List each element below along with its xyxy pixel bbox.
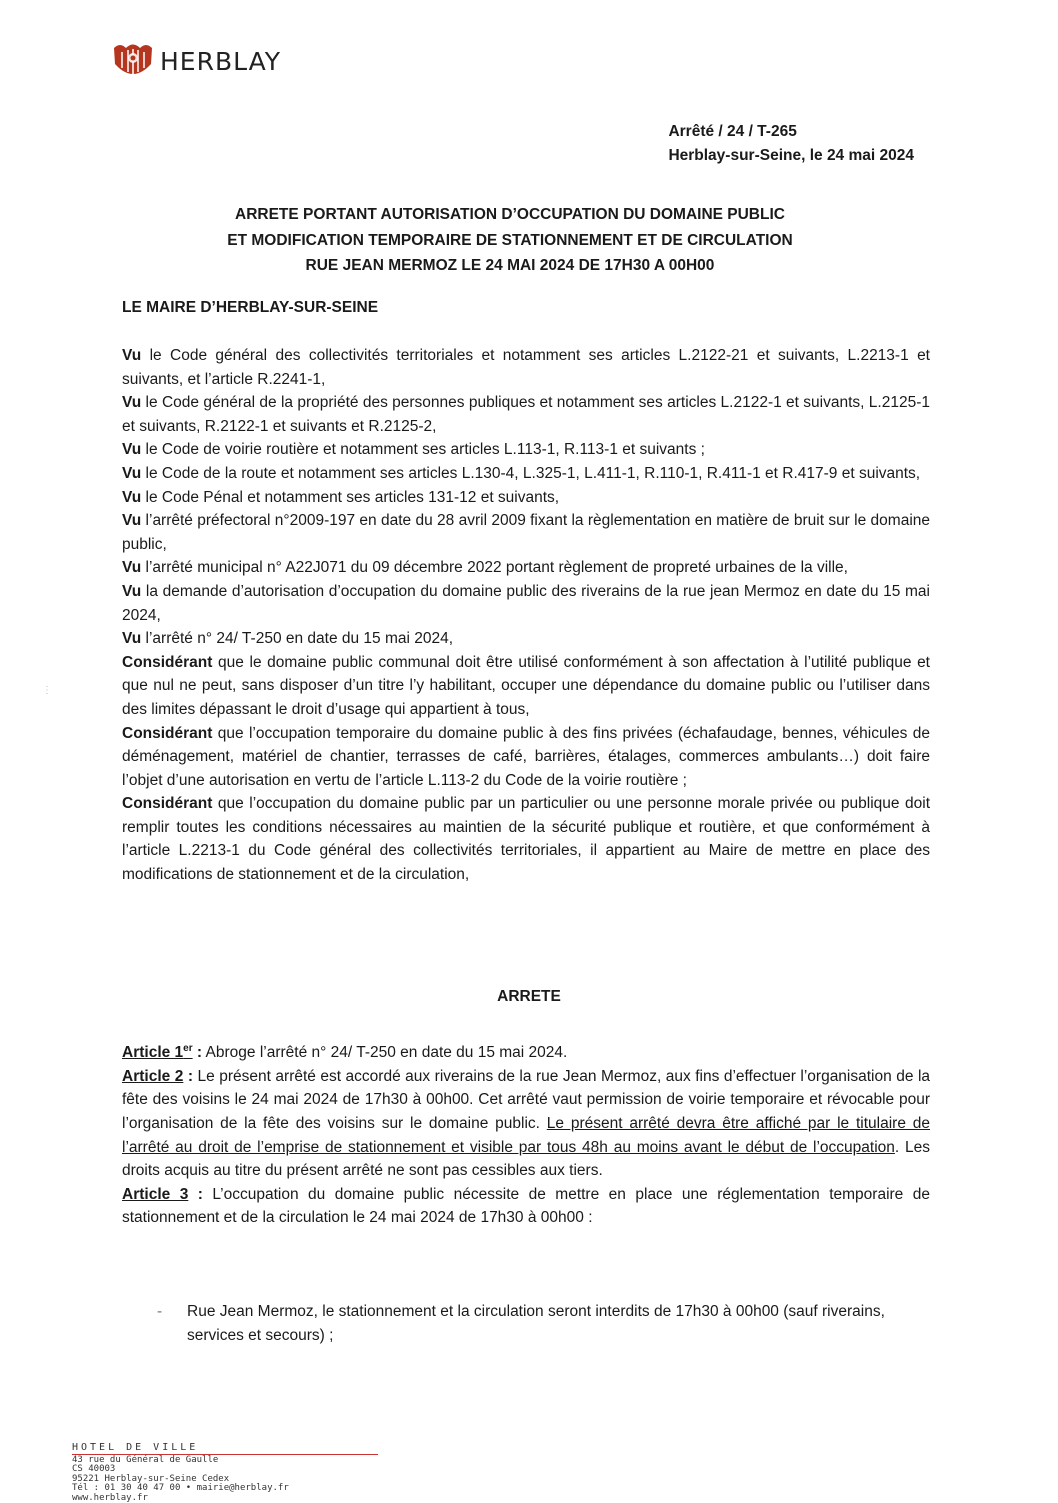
consideration-item: Vu la demande d’autorisation d’occupation du domaine public des riverains de la rue jean Mermoz en date du 15 mai 2024, — [122, 580, 930, 627]
consideration-item: Considérant que l’occupation temporaire du domaine public à des fins privées (échafaudage, bennes, véhicules de déménagement, matériel de chantier, terrasses de café, barrières, étalages, commerces ambulants…) doit faire l’objet d’une autorisation en vertu de l’article L.113-2 du Code de la voirie routière ; — [122, 722, 930, 793]
articles — [122, 1037, 930, 1230]
consideration-item: Vu le Code de la route et notamment ses articles L.130-4, L.325-1, L.411-1, R.110-1, R.411-1 et R.417-9 et suivants, — [122, 462, 930, 486]
reference-number: Arrêté / 24 / T-265 — [668, 120, 914, 144]
footer-line: 43 rue du Général de Gaulle — [72, 1456, 382, 1466]
consideration-item: Vu le Code général de la propriété des personnes publiques et notamment ses articles L.2122-1 et suivants, L.2125-1 et suivants, R.2122-1 et suivants et R.2125-2, — [122, 391, 930, 438]
city-logo — [110, 38, 281, 84]
footer-line: CS 40003 — [72, 1465, 382, 1475]
article-2-label: Article 2 — [122, 1068, 183, 1085]
document-title — [120, 202, 900, 279]
considerations — [122, 344, 930, 887]
article-2-notice: Le présent arrêté devra être affiché par le titulaire de l’arrêté au droit de l’emprise de stationnement et visible par tous 48h au moins avant le début de l’occupation — [122, 1115, 930, 1156]
consideration-item: Vu le Code de voirie routière et notamment ses articles L.113-1, R.113-1 et suivants ; — [122, 438, 930, 462]
footer-line: www.herblay.fr — [72, 1494, 382, 1503]
document-reference — [668, 120, 914, 168]
footer-line: Tél : 01 30 40 47 00 • mairie@herblay.fr — [72, 1484, 382, 1494]
margin-mark: ⋮ — [42, 685, 52, 696]
article-3-label: Article 3 — [122, 1186, 188, 1203]
logo-text: HERBLAY — [160, 47, 281, 76]
consideration-item: Considérant que le domaine public communal doit être utilisé conformément à son affectation à l’utilité publique et que nul ne peut, sans disposer d’un titre l’y habilitant, occuper une dépendance du domaine public ou l’utiliser dans des limites dépassant le droit d’usage qui appartient à tous, — [122, 651, 930, 722]
consideration-item: Vu le Code Pénal et notamment ses articles 131-12 et suivants, — [122, 486, 930, 510]
herblay-crest-icon — [110, 38, 156, 84]
title-line-1: ARRETE PORTANT AUTORISATION D’OCCUPATION DU DOMAINE PUBLIC — [120, 202, 900, 228]
consideration-item: Considérant que l’occupation du domaine public par un particulier ou une personne morale privée ou publique doit remplir toutes les conditions nécessaires au maintien de la sécurité publique et routière, et que conformément à l’article L.2213-1 du Code général des collectivités territoriales, il appartient au Maire de mettre en place des modifications de stationnement et de la circulation, — [122, 792, 930, 886]
footer-title: HOTEL DE VILLE — [72, 1443, 378, 1455]
bullet-dash: - — [157, 1300, 187, 1347]
article-2: Article 2 : Le présent arrêté est accordé aux riverains de la rue Jean Mermoz, aux fins d’effectuer l’organisation de la fête des voisins le 24 mai 2024 de 17h30 à 00h00. Cet arrêté vaut permission de voirie temporaire et révocable pour l’organisation de la fête des voisins sur le domaine public. Le présent arrêté devra être affiché par le titulaire de l’arrêté au droit de l’emprise de stationnement et visible par tous 48h au moins avant le début de l’occupation. Les droits acquis au titre du présent arrêté ne sont pas cessibles aux tiers. — [122, 1065, 930, 1183]
footer-line: 95221 Herblay-sur-Seine Cedex — [72, 1475, 382, 1485]
bullet-text: Rue Jean Mermoz, le stationnement et la circulation seront interdits de 17h30 à 00h00 (sauf riverains, services et secours) ; — [187, 1300, 937, 1347]
footer-address — [72, 1443, 382, 1503]
consideration-item: Vu l’arrêté municipal n° A22J071 du 09 décembre 2022 portant règlement de propreté urbaines de la ville, — [122, 556, 930, 580]
article-3: Article 3 : L’occupation du domaine public nécessite de mettre en place une réglementation temporaire de stationnement et de la circulation le 24 mai 2024 de 17h30 à 00h00 : — [122, 1183, 930, 1230]
arrete-heading: ARRETE — [0, 988, 1058, 1006]
maire-heading: LE MAIRE D’HERBLAY-SUR-SEINE — [122, 299, 378, 317]
article-1-label: Article 1er — [122, 1044, 193, 1061]
consideration-item: Vu l’arrêté n° 24/ T-250 en date du 15 mai 2024, — [122, 627, 930, 651]
article-1: Article 1er : Abroge l’arrêté n° 24/ T-250 en date du 15 mai 2024. — [122, 1037, 930, 1065]
place-date: Herblay-sur-Seine, le 24 mai 2024 — [668, 144, 914, 168]
list-item — [157, 1300, 937, 1347]
title-line-3: RUE JEAN MERMOZ LE 24 MAI 2024 DE 17H30 A 00H00 — [120, 253, 900, 279]
consideration-item: Vu l’arrêté préfectoral n°2009-197 en date du 28 avril 2009 fixant la règlementation en matière de bruit sur le domaine public, — [122, 509, 930, 556]
title-line-2: ET MODIFICATION TEMPORAIRE DE STATIONNEMENT ET DE CIRCULATION — [120, 228, 900, 254]
consideration-item: Vu le Code général des collectivités territoriales et notamment ses articles L.2122-21 et suivants, L.2213-1 et suivants, et l’article R.2241-1, — [122, 344, 930, 391]
